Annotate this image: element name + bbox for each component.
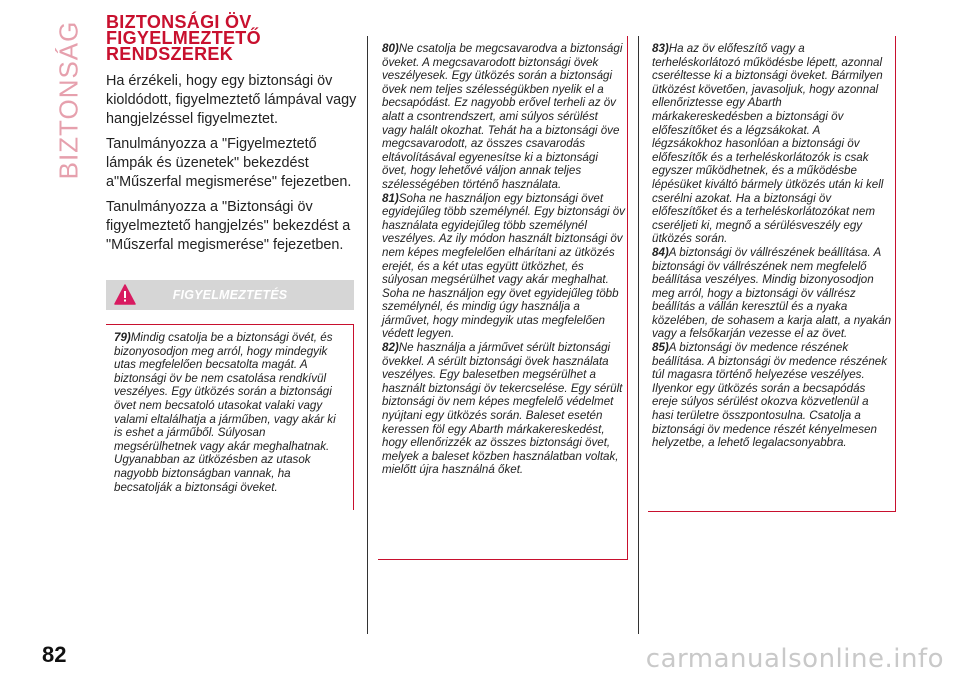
note-text: Soha ne használjon egy biztonsági övet egyidejűleg több személynél. Egy biztonsági öv használata egyidejűleg több személynél veszélyes. Az ily módon használt biztonsági öv nem képes megfelelően elhárítani az ütközés erejét, és a két utas együtt ütközhet, és súlyosan megsérülhet vagy akár meghalhat. Soha ne használjon egy övet egyidejűleg több személynél, és mindig úgy használja a járművet, hogy mindegyik utas megfelelően védett legyen.	[382, 191, 625, 341]
note-text: Ne használja a járművet sérült biztonsági övekkel. A sérült biztonsági övek használata veszélyes. Egy balesetben megsérülhet a használt biztonsági öv tekercselése. Egy sérült biztonsági öv nem képes megfelelő védelmet nyújtani egy ütközés során. Baleset esetén keressen föl egy Abarth márkakereskedést, hogy ellenőrizzék az összes biztonsági övet, melyek a baleset közben használatban voltak, mielőtt újra használná őket.	[382, 341, 623, 477]
note-text: A biztonsági öv medence részének beállítása. A biztonsági öv medence részének túl magasra történő helyezése veszélyes. Ilyenkor egy ütközés során a becsapódás ereje súlyos sérülést okozva közvetlenül a hasi területre összpontosulna. Csatolja a biztonsági öv medence részét kényelmesen helyzetbe, a lehető legalacsonyabbra.	[652, 341, 888, 450]
page-number: 82	[42, 642, 67, 667]
column-divider	[367, 36, 368, 634]
warning-title: FIGYELMEZTETÉS	[172, 288, 288, 302]
title-line: RENDSZEREK	[106, 44, 234, 64]
warning-triangle-icon	[114, 284, 136, 306]
note-81	[382, 192, 625, 342]
side-label-text: BIZTONSÁG	[53, 20, 84, 180]
notes-column-right	[648, 36, 896, 512]
section-side-label	[52, 20, 86, 180]
warning-header	[106, 280, 354, 310]
notes-column-middle	[378, 36, 628, 560]
note-text: Ha az öv előfeszítő vagy a terheléskorlátozó működésbe lépett, azonnal cseréltesse ki a biztonsági öveket. Bármilyen ütközést követően, javasoljuk, hogy azonnal ellenőriztesse egy Abarth márkakereskedésben a biztonsági öv előfeszítőket és a légzsákokat. A légzsákokhoz hasonlóan a biztonsági öv előfeszítők és a terheléskorlátozók is csak egyszer működhetnek, és a működésbe lépésüket kiváltó bármely ütközés után ki kell cserélni azokat. Ha a biztonsági öv előfeszítőket és a terheléskorlátozókat nem cseréljeti ki, megnő a sérülésveszély egy ütközés során.	[652, 42, 884, 246]
note-84	[652, 246, 893, 341]
warning-box	[106, 324, 354, 510]
note-82	[382, 341, 625, 477]
note-number: 80)	[382, 42, 399, 55]
note-number: 84)	[652, 245, 669, 259]
section-title	[106, 14, 358, 62]
intro-column	[106, 14, 358, 261]
title-line: BIZTONSÁGI ÖV	[106, 12, 252, 32]
note-80	[382, 42, 625, 192]
note-85	[652, 341, 893, 450]
note-text: Ne csatolja be megcsavarodva a biztonsági öveket. A megcsavarodott biztonsági övek veszélyesek. Egy ütközés során a biztonsági övek nem teljes szélességükben nyelik el a becsapódást. Ez nagyobb erővel terheli az öv alatt a csontrendszert, ami súlyos sérülést vagy halált okozhat. Tehát ha a biztonsági öve megcsavarodott, az összes csavarodás eltávolításával egyenesítse ki a biztonsági övet, hogy lehetővé váljon annak teljes szélességében történő használata.	[382, 42, 623, 191]
note-number: 83)	[652, 42, 669, 55]
note-text: Mindig csatolja be a biztonsági övét, és bizonyosodjon meg arról, hogy mindegyik utas megfelelően becsatolta magát. A biztonsági öv be nem csatolása rendkívül veszélyes. Egy ütközés során a biztonsági övet nem becsatoló utasokat valaki vagy valami eltalálhatja a járműben, vagy akár ki is eshet a járműből. Súlyosan megsérülhetnek vagy akár meghalhatnak. Ugyanabban az ütközésben az utasok nagyobb biztonságban vannak, ha becsatolják a biztonsági öveket.	[114, 331, 336, 494]
note-number: 82)	[382, 341, 399, 355]
note-83	[652, 42, 893, 246]
title-line: FIGYELMEZTETŐ	[106, 28, 261, 48]
column-divider	[638, 36, 639, 634]
intro-paragraph: Tanulmányozza a "Biztonsági öv figyelmeztető hangjelzés" bekezdést a "Műszerfal megismerése" fejezetben.	[106, 199, 351, 253]
note-number: 79)	[114, 331, 131, 344]
note-number: 85)	[652, 341, 669, 355]
intro-paragraph: Ha érzékeli, hogy egy biztonsági öv kioldódott, figyelmeztető lámpával vagy hangjelzéssel figyelmeztet.	[106, 73, 357, 127]
note-text: A biztonsági öv vállrészének beállítása. A biztonsági öv vállrészének nem megfelelő beállítása veszélyes. Mindig bizonyosodjon meg arról, hogy a biztonsági öv vállrész beállítás a vállán keresztül és a nyaka közelében, de sohasem a karja alatt, a nyakán vagy a felsőkarján vezesse el az övet.	[652, 245, 892, 341]
watermark: carmanualsonline.info	[645, 644, 944, 674]
intro-paragraph: Tanulmányozza a "Figyelmeztető lámpák és üzenetek" bekezdést a"Műszerfal megismerése" fejezetben.	[106, 136, 352, 190]
note-number: 81)	[382, 191, 399, 205]
note-79	[106, 325, 353, 494]
